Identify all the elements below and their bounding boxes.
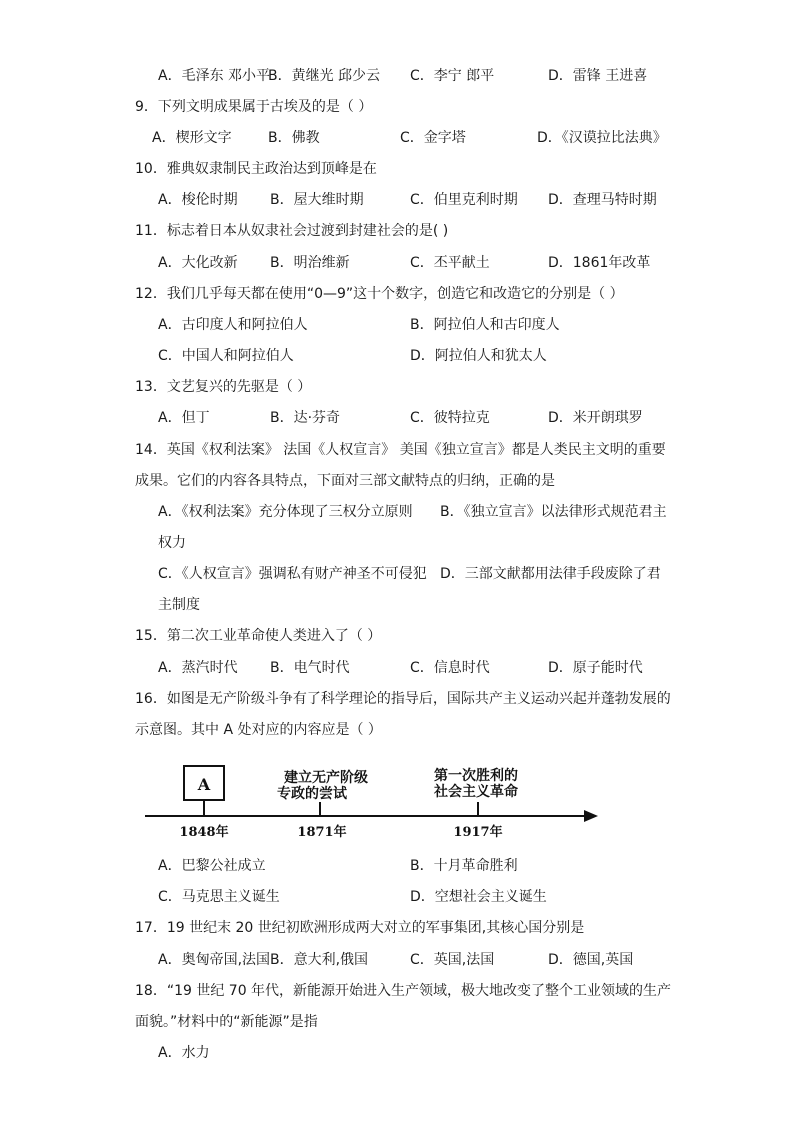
timeline-event2-line1: 建立无产阶级 [284,770,368,786]
timeline-box-label: A [197,775,211,794]
q10-option-c: C．伯里克利时期 [410,192,518,208]
q13-option-b: B．达·芬奇 [270,410,341,426]
q9-option-d: D．《汉谟拉比法典》 [537,130,667,146]
q13-option-d: D．米开朗琪罗 [548,410,643,426]
q11-option-a: A．大化改新 [158,255,238,271]
q13-option-a: A．但丁 [158,410,210,426]
q16-stem-line2: 示意图。其中 A 处对应的内容应是（ ） [135,722,382,738]
q10-option-b: B．屋大维时期 [270,192,364,208]
q11-option-c: C．丕平献土 [410,255,490,271]
q15-option-a: A．蒸汽时代 [158,660,238,676]
q15-stem: 15．第二次工业革命使人类进入了（ ） [135,628,382,644]
q14-option-a: A．《权利法案》充分体现了三权分立原则 [158,504,413,520]
q16-option-d: D．空想社会主义诞生 [410,889,547,905]
q10-option-a: A．梭伦时期 [158,192,238,208]
q8-option-b: B．黄继光 邱少云 [268,68,381,84]
q17-option-a: A．奥匈帝国,法国 [158,952,271,968]
q8-option-d: D．雷锋 王进喜 [548,68,648,84]
timeline-arrow [584,810,598,822]
q14-option-d-line2: 主制度 [158,597,200,613]
timeline-year-1871: 1871年 [297,825,347,840]
timeline-year-1917: 1917年 [453,825,503,840]
q18-stem-line2: 面貌。”材料中的“新能源”是指 [135,1014,318,1030]
timeline-year-1848: 1848年 [179,825,229,840]
q13-option-c: C．彼特拉克 [410,410,490,426]
q9-option-b: B．佛教 [268,130,320,146]
q12-option-a: A．古印度人和阿拉伯人 [158,317,308,333]
q14-option-b-line1: B．《独立宣言》以法律形式规范君主 [440,504,667,520]
q12-option-d: D．阿拉伯人和犹太人 [410,348,547,364]
q11-stem: 11．标志着日本从奴隶社会过渡到封建社会的是( ) [135,223,449,239]
timeline-diagram [140,760,610,840]
q17-option-d: D．德国,英国 [548,952,634,968]
q9-option-a: A．楔形文字 [152,130,232,146]
q12-option-b: B．阿拉伯人和古印度人 [410,317,560,333]
q13-stem: 13．文艺复兴的先驱是（ ） [135,379,312,395]
q18-stem-line1: 18．“19 世纪 70 年代，新能源开始进入生产领域，极大地改变了整个工业领域的生产 [135,983,672,999]
q17-stem: 17．19 世纪末 20 世纪初欧洲形成两大对立的军事集团,其核心国分别是 [135,920,585,936]
q16-stem-line1: 16．如图是无产阶级斗争有了科学理论的指导后，国际共产主义运动兴起并蓬勃发展的 [135,691,671,707]
q14-option-c: C．《人权宣言》强调私有财产神圣不可侵犯 [158,566,427,582]
q17-option-b: B．意大利,俄国 [270,952,369,968]
q14-option-d-line1: D．三部文献都用法律手段废除了君 [440,566,661,582]
q14-stem-line1: 14．英国《权利法案》 法国《人权宣言》 美国《独立宣言》都是人类民主文明的重要 [135,442,666,458]
q14-option-b-line2: 权力 [158,535,186,551]
q15-option-d: D．原子能时代 [548,660,643,676]
q15-option-b: B．电气时代 [270,660,350,676]
q17-option-c: C．英国,法国 [410,952,495,968]
q10-option-d: D．查理马特时期 [548,192,657,208]
q9-stem: 9．下列文明成果属于古埃及的是（ ） [135,99,373,115]
q12-stem: 12．我们几乎每天都在使用“0—9”这十个数字，创造它和改造它的分别是（ ） [135,286,624,302]
q8-option-a: A．毛泽东 邓小平 [158,68,271,84]
q10-stem: 10．雅典奴隶制民主政治达到顶峰是在 [135,161,377,177]
timeline-event3-line2: 社会主义革命 [434,784,518,800]
q11-option-d: D．1861年改革 [548,255,651,271]
q9-option-c: C．金字塔 [400,130,466,146]
q12-option-c: C．中国人和阿拉伯人 [158,348,294,364]
q18-option-a: A．水力 [158,1045,210,1061]
timeline-event2-line2: 专政的尝试 [277,786,347,802]
q8-option-c: C．李宁 郎平 [410,68,495,84]
q14-stem-line2: 成果。它们的内容各具特点，下面对三部文献特点的归纳，正确的是 [135,473,555,489]
q15-option-c: C．信息时代 [410,660,490,676]
q16-option-b: B．十月革命胜利 [410,858,518,874]
q16-option-a: A．巴黎公社成立 [158,858,266,874]
q16-option-c: C．马克思主义诞生 [158,889,280,905]
q11-option-b: B．明治维新 [270,255,350,271]
timeline-event3-line1: 第一次胜利的 [434,768,518,784]
